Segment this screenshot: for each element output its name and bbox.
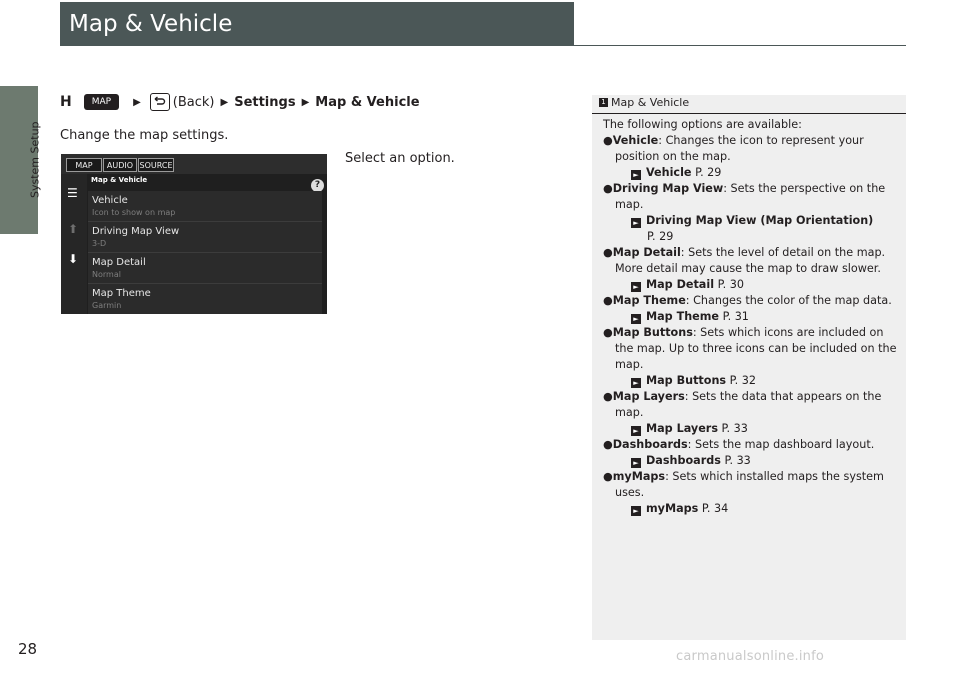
cross-reference-link[interactable]: ► Map Detail P. 30 bbox=[603, 277, 899, 293]
reference-arrow-icon: ► bbox=[631, 458, 641, 468]
note-icon: 1 bbox=[599, 98, 608, 107]
screen-audio-button[interactable]: AUDIO bbox=[103, 158, 137, 172]
screen-item-value: Icon to show on map bbox=[92, 208, 176, 217]
breadcrumb-destination: Map & Vehicle bbox=[315, 94, 420, 110]
screen-header: Map & Vehicle bbox=[91, 176, 148, 184]
note-entry: ●Driving Map View: Sets the perspective on the map. bbox=[603, 182, 886, 211]
page-number: 28 bbox=[18, 640, 38, 658]
note-entry: ●Map Buttons: Sets which icons are included on the map. Up to three icons can be included on the map. bbox=[603, 326, 897, 371]
screen-top-bar bbox=[61, 154, 327, 174]
arrow-right-icon: ▶ bbox=[133, 96, 141, 108]
note-body bbox=[603, 117, 899, 517]
screen-item-label: Map Detail bbox=[92, 257, 146, 268]
note-entry: ●Map Detail: Sets the level of detail on the map. More detail may cause the map to draw slower. bbox=[603, 246, 886, 275]
note-intro: The following options are available: bbox=[603, 118, 802, 131]
screen-item-driving-map-view[interactable] bbox=[88, 222, 322, 253]
screen-source-button[interactable]: SOURCE bbox=[138, 158, 174, 172]
device-screenshot bbox=[61, 154, 327, 314]
cross-reference-link[interactable]: ► Dashboards P. 33 bbox=[603, 453, 899, 469]
screen-item-vehicle[interactable] bbox=[88, 191, 322, 222]
title-rule bbox=[60, 45, 906, 46]
note-entry: ●Vehicle: Changes the icon to represent your position on the map. bbox=[603, 134, 864, 163]
screen-item-label: Vehicle bbox=[92, 195, 128, 206]
reference-arrow-icon: ► bbox=[631, 426, 641, 436]
cross-reference-link[interactable]: ► Vehicle P. 29 bbox=[603, 165, 899, 181]
cross-reference-link[interactable]: ► Map Theme P. 31 bbox=[603, 309, 899, 325]
reference-arrow-icon: ► bbox=[631, 378, 641, 388]
note-header bbox=[592, 95, 906, 114]
screen-item-map-detail[interactable] bbox=[88, 253, 322, 284]
screen-item-value: 3-D bbox=[92, 239, 107, 248]
scroll-down-icon[interactable]: ⬇ bbox=[68, 252, 79, 266]
back-icon bbox=[150, 93, 170, 111]
step-text: Select an option. bbox=[345, 151, 455, 166]
back-label: (Back) bbox=[172, 94, 215, 110]
note-entry: ●Dashboards: Sets the map dashboard layout. bbox=[603, 438, 875, 451]
scroll-up-icon[interactable]: ⬆ bbox=[68, 222, 79, 236]
help-icon[interactable]: ? bbox=[311, 179, 324, 192]
reference-arrow-icon: ► bbox=[631, 506, 641, 516]
menu-icon[interactable]: ☰ bbox=[67, 186, 78, 200]
map-key: MAP bbox=[84, 94, 119, 110]
intro-text: Change the map settings. bbox=[60, 128, 229, 143]
note-entry: ●Map Layers: Sets the data that appears on the map. bbox=[603, 390, 882, 419]
screen-item-map-theme[interactable] bbox=[88, 284, 322, 314]
screen-item-value: Garmin bbox=[92, 301, 122, 310]
arrow-right-icon: ▶ bbox=[220, 96, 229, 108]
breadcrumb bbox=[60, 92, 420, 112]
home-icon: H bbox=[60, 94, 72, 110]
cross-reference-link[interactable]: ► Driving Map View (Map Orientation) bbox=[603, 213, 899, 229]
screen-map-button[interactable]: MAP bbox=[66, 158, 102, 172]
screen-item-value: Normal bbox=[92, 270, 121, 279]
cross-reference-link[interactable]: ► Map Buttons P. 32 bbox=[603, 373, 899, 389]
arrow-right-icon: ▶ bbox=[301, 96, 310, 108]
screen-item-label: Driving Map View bbox=[92, 226, 180, 237]
reference-arrow-icon: ► bbox=[631, 170, 641, 180]
breadcrumb-settings: Settings bbox=[234, 94, 296, 110]
note-title: Map & Vehicle bbox=[611, 96, 690, 109]
page-title: Map & Vehicle bbox=[60, 2, 574, 46]
note-panel bbox=[592, 95, 906, 640]
cross-reference-link[interactable]: ► Map Layers P. 33 bbox=[603, 421, 899, 437]
section-label: System Setup bbox=[28, 121, 42, 199]
reference-arrow-icon: ► bbox=[631, 218, 641, 228]
screen-item-label: Map Theme bbox=[92, 288, 151, 299]
reference-arrow-icon: ► bbox=[631, 314, 641, 324]
cross-reference-page: P. 29 bbox=[647, 230, 674, 243]
note-entry: ●Map Theme: Changes the color of the map data. bbox=[603, 294, 892, 307]
cross-reference-link[interactable]: ► myMaps P. 34 bbox=[603, 501, 899, 517]
watermark: carmanualsonline.info bbox=[676, 649, 825, 664]
reference-arrow-icon: ► bbox=[631, 282, 641, 292]
note-entry: ●myMaps: Sets which installed maps the system uses. bbox=[603, 470, 884, 499]
